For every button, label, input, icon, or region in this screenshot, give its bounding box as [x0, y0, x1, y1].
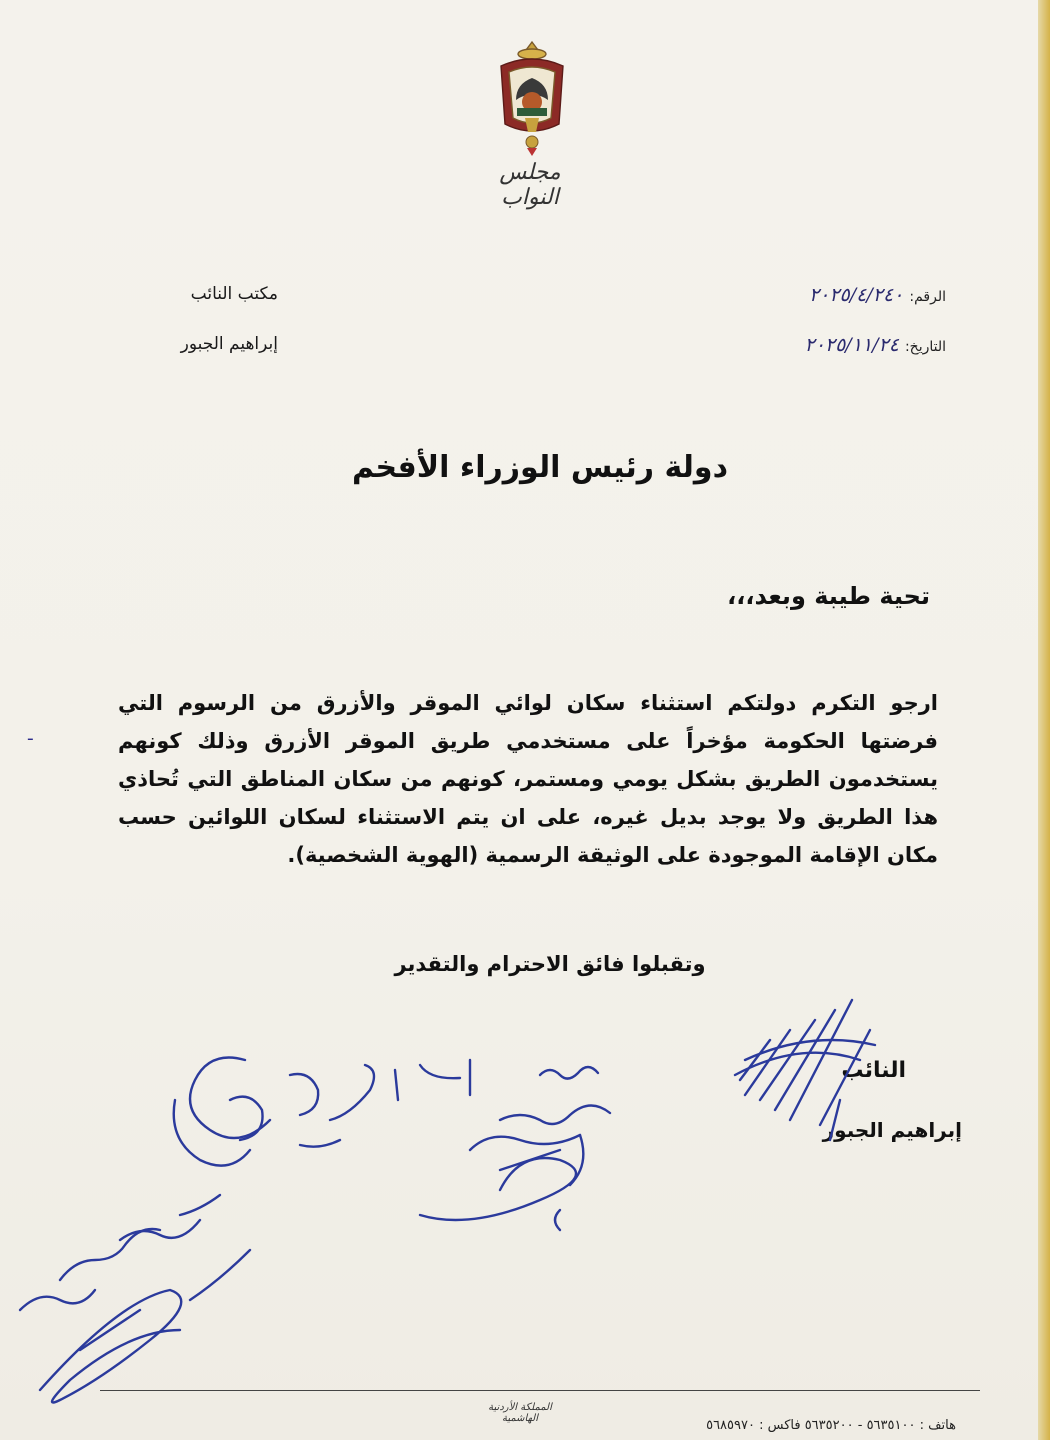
- office-label: مكتب النائب: [190, 284, 278, 304]
- footer-kingdom: المملكة الأردنية الهاشمية: [488, 1402, 552, 1424]
- reference-number: [809, 284, 946, 306]
- letter-body: ارجو التكرم دولتكم استثناء سكان لوائي الموقر والأزرق من الرسوم التي فرضتها الحكومة مؤخراً على مستخدمي طريق الموقر الأزرق وذلك كونهم يستخدمون الطريق بشكل يومي ومستمر، كونهم من سكان المناطق التي تُحاذي هذا الطريق ولا يوجد بديل غيره، على ان يتم الاستثناء لسكان اللوائين حسب مكان الإقامة الموجودة على الوثيقة الرسمية (الهوية الشخصية).: [118, 691, 938, 867]
- footer-divider: [100, 1390, 980, 1391]
- number-label: الرقم:: [909, 289, 946, 305]
- desk-edge: [1038, 0, 1050, 1440]
- council-name: مجلس النواب: [499, 160, 561, 210]
- handwritten-note-1: [174, 1058, 470, 1166]
- handwritten-note-3: [20, 1195, 250, 1403]
- office-holder: إبراهيم الجبور: [180, 334, 278, 354]
- jordan-coat-of-arms-icon: [487, 38, 577, 158]
- footer-contact: هاتف : ٥٦٣٥١٠٠ - ٥٦٣٥٢٠٠ فاكس : ٥٦٨٥٩٧٠: [706, 1418, 956, 1433]
- number-value: ٢٠٢٥/٤/٢٤٠: [808, 284, 904, 306]
- signature-name: إبراهيم الجبور: [822, 1118, 962, 1142]
- greeting: تحية طيبة وبعد،،،: [727, 582, 930, 610]
- date-label: التاريخ:: [904, 339, 946, 355]
- date-value: ٢٠٢٥/١١/٢٤: [804, 334, 899, 356]
- addressee-heading: دولة رئيس الوزراء الأفخم: [352, 450, 728, 485]
- closing-line: وتقبلوا فائق الاحترام والتقدير: [394, 952, 706, 976]
- margin-mark: ـ: [28, 725, 33, 744]
- signature-title: النائب: [841, 1058, 906, 1083]
- letter-date: [804, 334, 946, 356]
- handwritten-note-2: [420, 1067, 610, 1230]
